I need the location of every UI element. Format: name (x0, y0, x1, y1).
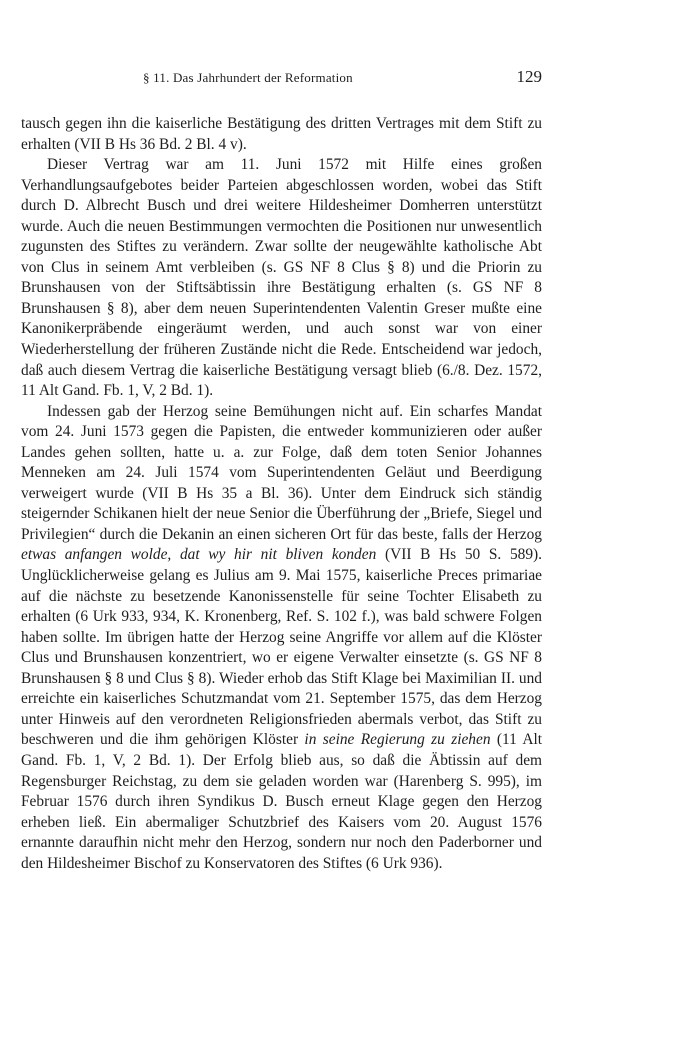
italic-quote: in seine Regierung zu ziehen (304, 731, 491, 749)
paragraph (21, 114, 542, 155)
running-title: § 11. Das Jahrhundert der Reformation (143, 70, 353, 85)
page-number: 129 (516, 67, 542, 86)
text-run: (11 Alt Gand. Fb. 1, V, 2 Bd. 1). Der Erfolg blieb aus, so daß die Äbtissin auf dem Regensburger Reichstag, zu dem sie geladen worden war (Harenberg S. 995), im Februar 1576 durch ihren Syndikus D. Busch erneut Klage gegen den Herzog erheben ließ. Ein abermaliger Schutzbrief des Kaisers vom 20. August 1576 ernannte daraufhin nicht mehr den Herzog, sondern nur noch den Paderborner und den Hildesheimer Bischof zu Konservatoren des Stiftes (6 Urk 936). (21, 731, 542, 872)
body-text (21, 114, 542, 874)
text-run: tausch gegen ihn die kaiserliche Bestätigung des dritten Vertrages mit dem Stift zu erhalten (VII B Hs 36 Bd. 2 Bl. 4 v). (21, 115, 542, 153)
paragraph (21, 155, 542, 402)
italic-quote: etwas anfangen wolde, dat wy hir nit bliven konden (21, 546, 377, 564)
text-run: Dieser Vertrag war am 11. Juni 1572 mit Hilfe eines großen Verhandlungsaufgebotes beider Parteien abgeschlossen worden, wobei das Stift durch D. Albrecht Busch und drei weitere Hildesheimer Domherren unterstützt wurde. Auch die neuen Bestimmungen vermochten die Positionen nur unwesentlich zugunsten des Stiftes zu verändern. Zwar sollte der neugewählte katholische Abt von Clus in seinem Amt verbleiben (s. GS NF 8 Clus § 8) und die Priorin zu Brunshausen von der Stiftsäbtissin ihre Bestätigung erhalten (s. GS NF 8 Brunshausen § 8), aber dem neuen Superintendenten Valentin Greser mußte eine Kanonikerpräbende eingeräumt werden, und auch sonst war von einer Wiederherstellung der früheren Zustände nicht die Rede. Entscheidend war jedoch, daß auch diesem Vertrag die kaiserliche Bestätigung versagt blieb (6./8. Dez. 1572, 11 Alt Gand. Fb. 1, V, 2 Bd. 1). (21, 156, 542, 400)
text-run: Indessen gab der Herzog seine Bemühungen nicht auf. Ein scharfes Mandat vom 24. Juni 1573 gegen die Papisten, die entweder kommunizieren oder außer Landes gehen sollten, hatte u. a. zur Folge, daß dem toten Senior Johannes Menneken am 24. Juli 1574 vom Superintendenten Geläut und Beerdigung verweigert wurde (VII B Hs 35 a Bl. 36). Unter dem Eindruck sich ständig steigernder Schikanen hielt der neue Senior die Überführung der „Briefe, Siegel und Privilegien“ durch die Dekanin an einen sicheren Ort für das beste, falls der Herzog (21, 402, 542, 543)
paragraph (21, 402, 542, 875)
text-run: (VII B Hs 50 S. 589). Unglücklicherweise gelang es Julius am 9. Mai 1575, kaiserliche Preces primariae auf die nächste zu besetzende Kanonissenstelle für seine Tochter Elisabeth zu erhalten (6 Urk 933, 934, K. Kronenberg, Ref. S. 102 f.), was bald schwere Folgen haben sollte. Im übrigen hatte der Herzog seine Angriffe vor allem auf die Klöster Clus und Brunshausen konzentriert, wo er eigene Verwalter einsetzte (s. GS NF 8 Brunshausen § 8 und Clus § 8). Wieder erhob das Stift Klage bei Maximilian II. und erreichte ein kaiserliches Schutzmandat vom 21. September 1575, das dem Herzog unter Hinweis auf den verordneten Religionsfrieden abermals verbot, das Stift zu beschweren und die ihm gehörigen Klöster (21, 546, 543, 749)
